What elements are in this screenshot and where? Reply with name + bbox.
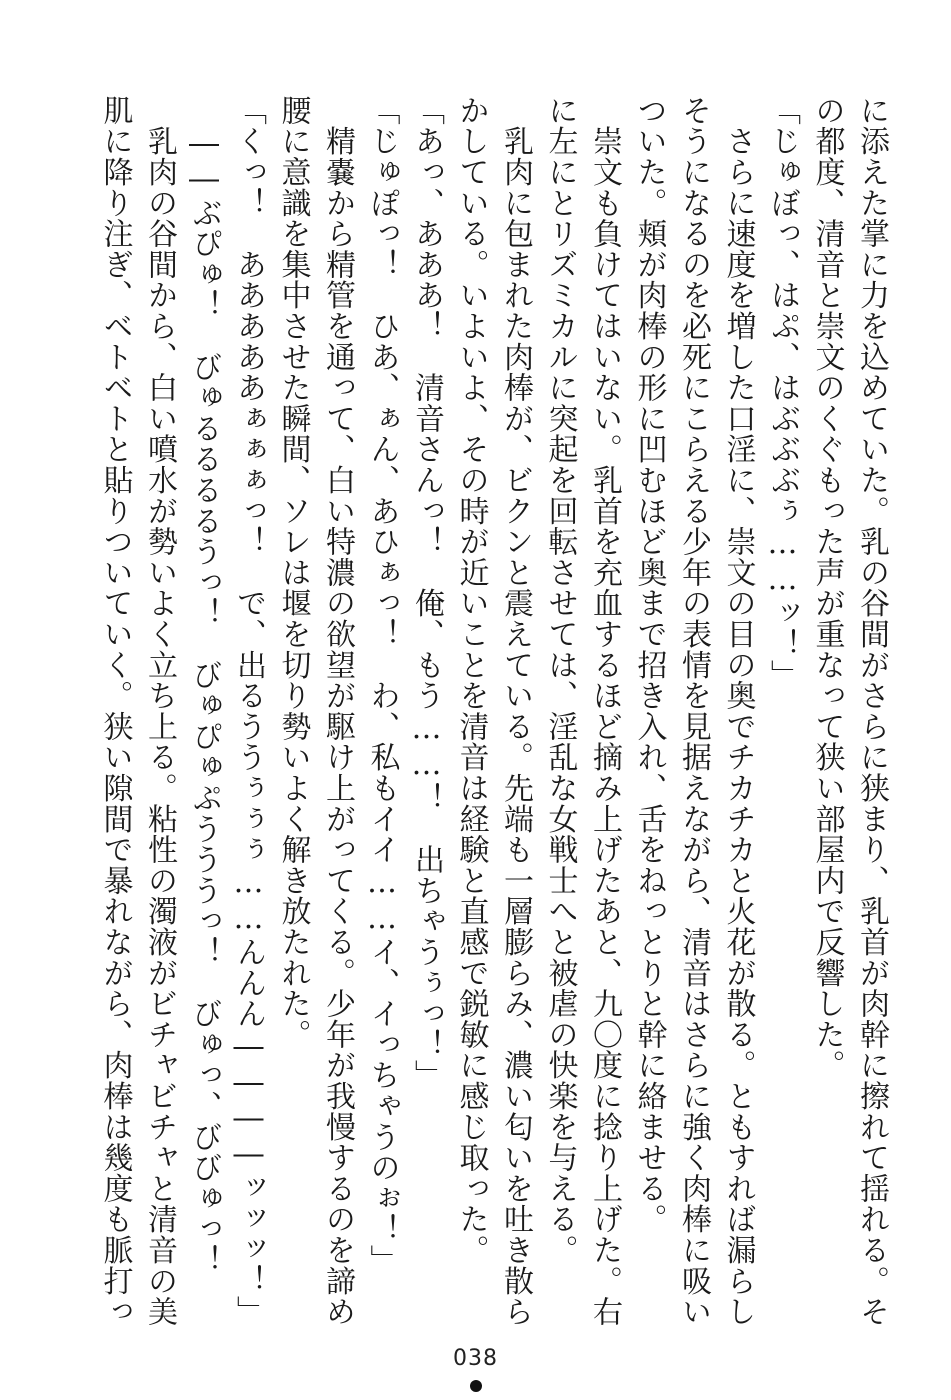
page-number: 038 [453,1346,498,1371]
text-line: 「くっ！ あああああぁぁぁっ！ で、出るううぅぅぅ……んんん――――ッッッ！」 [231,95,266,1327]
text-line: 乳肉に包まれた肉棒が、ビクンと震えている。先端も一層膨らみ、濃い匂いを吐き散ら [498,95,533,1327]
text-line: 「じゅぽっ！ ひあ、ぁん、あひぁっ！ わ、私もイイ……イ、イっちゃうのぉ！」 [364,95,400,1276]
text-line: ついた。頬が肉棒の形に凹むほど奥まで招き入れ、舌をねっとりと幹に絡ませる。 [631,95,667,1235]
text-line: 精嚢から精管を通って、白い特濃の欲望が駆け上がってくる。少年が我慢するのを諦め [320,95,355,1327]
text-line: そうになるのを必死にこらえる少年の表情を見据えながら、清音はさらに強く肉棒に吸い [676,95,711,1327]
text-line: の都度、清音と崇文のくぐもった声が重なって狭い部屋内で反響した。 [809,95,845,1081]
text-line: 腰に意識を集中させた瞬間、ソレは堰を切り勢いよく解き放たれた。 [275,95,311,1050]
page-marker-dot [470,1380,482,1392]
text-line: 肌に降り注ぎ、ベトベトと貼りついていく。狭い隙間で暴れながら、肉棒は幾度も脈打っ [97,95,133,1327]
text-line: 「あっ、あああ！ 清音さんっ！ 俺、もう……！ 出ちゃうぅっ！」 [409,95,444,1091]
text-line: 崇文も負けてはいない。乳首を充血するほど摘み上げたあと、九〇度に捻り上げた。右 [587,95,622,1327]
text-line: 「じゅぼっ、はぷ、はぶぶぶぅ……ッ！」 [765,95,800,691]
text-line: ――ぶぴゅ！ びゅるるるるうっ！ びゅぴゅぷうううっ！ びゅっ、びびゅっ！ [186,95,222,1276]
text-line: かしている。いよいよ、その時が近いことを清音は経験と直感で鋭敏に感じ取った。 [453,95,489,1266]
text-line: に左にとリズミカルに突起を回転させては、淫乱な女戦士へと被虐の快楽を与える。 [542,95,578,1266]
vertical-text-body [92,95,893,1325]
text-line: 乳肉の谷間から、白い噴水が勢いよく立ち上る。粘性の濁液がビチャビチャと清音の美 [142,95,177,1327]
text-line: に添えた掌に力を込めていた。乳の谷間がさらに狭まり、乳首が肉幹に擦れて揺れる。そ [854,95,889,1327]
text-line: さらに速度を増した口淫に、崇文の目の奥でチカチカと火花が散る。ともすれば漏らし [720,95,756,1327]
